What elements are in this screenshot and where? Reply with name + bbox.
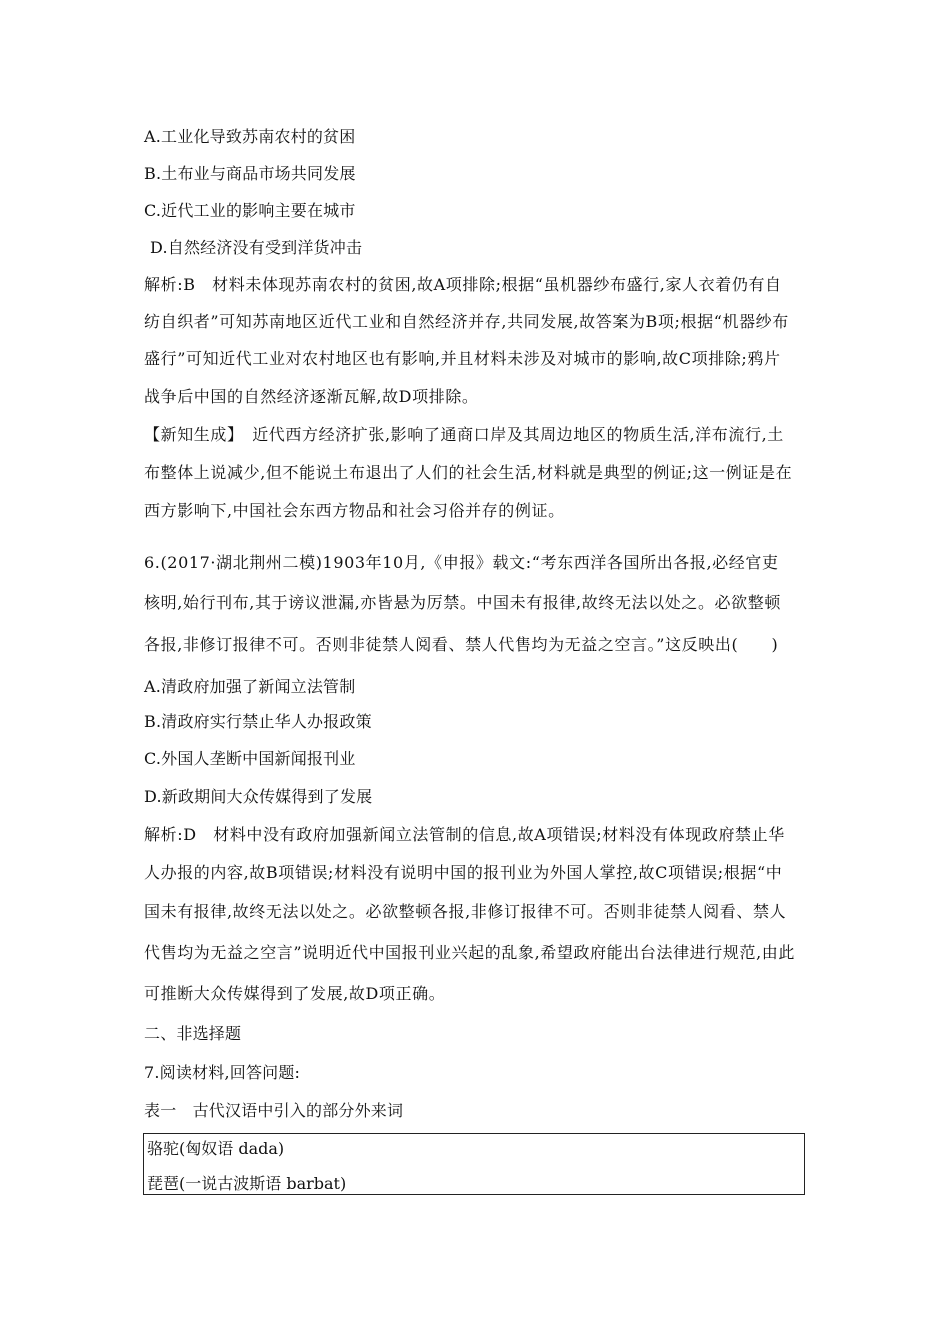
q6-analysis-line: 国未有报律,故终无法以处之。必欲整顿各报,非修订报律不可。否则非徒禁人阅看、禁人: [144, 902, 787, 921]
new-knowledge-line: 布整体上说减少,但不能说土布退出了人们的社会生活,材料就是典型的例证;这一例证是在: [144, 463, 793, 482]
q5-analysis-line: 解析:B 材料未体现苏南农村的贫困,故A项排除;根据“虽机器纱布盛行,家人衣着仍有自: [144, 275, 782, 294]
q7-stem: 7.阅读材料,回答问题:: [144, 1063, 301, 1082]
loanword-table: [143, 1133, 805, 1195]
new-knowledge-line: 西方影响下,中国社会东西方物品和社会习俗并存的例证。: [144, 501, 565, 520]
q6-option-b: B.清政府实行禁止华人办报政策: [144, 712, 372, 731]
q6-option-c: C.外国人垄断中国新闻报刊业: [144, 749, 356, 768]
q6-analysis-line: 解析:D 材料中没有政府加强新闻立法管制的信息,故A项错误;材料没有体现政府禁止华: [144, 825, 785, 844]
q6-stem-line: 6.(2017·湖北荆州二模)1903年10月,《申报》载文:“考东西洋各国所出各报,必经官吏: [144, 553, 779, 572]
q6-stem-line: 核明,始行刊布,其于谤议泄漏,亦皆悬为厉禁。中国未有报律,故终无法以处之。必欲整顿: [144, 593, 781, 612]
q5-option-c: C.近代工业的影响主要在城市: [144, 201, 356, 220]
table-cell: 琵琶(一说古波斯语 barbat): [147, 1174, 347, 1193]
table-cell: 骆驼(匈奴语 dada): [147, 1139, 285, 1158]
q6-analysis-line: 可推断大众传媒得到了发展,故D项正确。: [144, 984, 446, 1003]
q5-analysis-line: 纺自织者”可知苏南地区近代工业和自然经济并存,共同发展,故答案为B项;根据“机器纱布: [144, 312, 789, 331]
q5-option-b: B.土布业与商品市场共同发展: [144, 164, 356, 183]
q5-analysis-line: 战争后中国的自然经济逐渐瓦解,故D项排除。: [144, 387, 479, 406]
q5-option-d: D.自然经济没有受到洋货冲击: [150, 238, 363, 257]
table-title: 表一 古代汉语中引入的部分外来词: [144, 1101, 404, 1120]
q6-option-d: D.新政期间大众传媒得到了发展: [144, 787, 373, 806]
q6-option-a: A.清政府加强了新闻立法管制: [144, 677, 356, 696]
q6-analysis-line: 代售均为无益之空言”说明近代中国报刊业兴起的乱象,希望政府能出台法律进行规范,由此: [144, 943, 795, 962]
q5-option-a: A.工业化导致苏南农村的贫困: [144, 127, 356, 146]
q6-analysis-line: 人办报的内容,故B项错误;材料没有说明中国的报刊业为外国人掌控,故C项错误;根据“中: [144, 863, 783, 882]
q6-stem-line: 各报,非修订报律不可。否则非徒禁人阅看、禁人代售均为无益之空言。”这反映出( ): [144, 635, 779, 654]
section-heading: 二、非选择题: [144, 1024, 242, 1043]
new-knowledge-line: 【新知生成】 近代西方经济扩张,影响了通商口岸及其周边地区的物质生活,洋布流行,土: [144, 425, 784, 444]
q5-analysis-line: 盛行”可知近代工业对农村地区也有影响,并且材料未涉及对城市的影响,故C项排除;鸦片: [144, 349, 781, 368]
